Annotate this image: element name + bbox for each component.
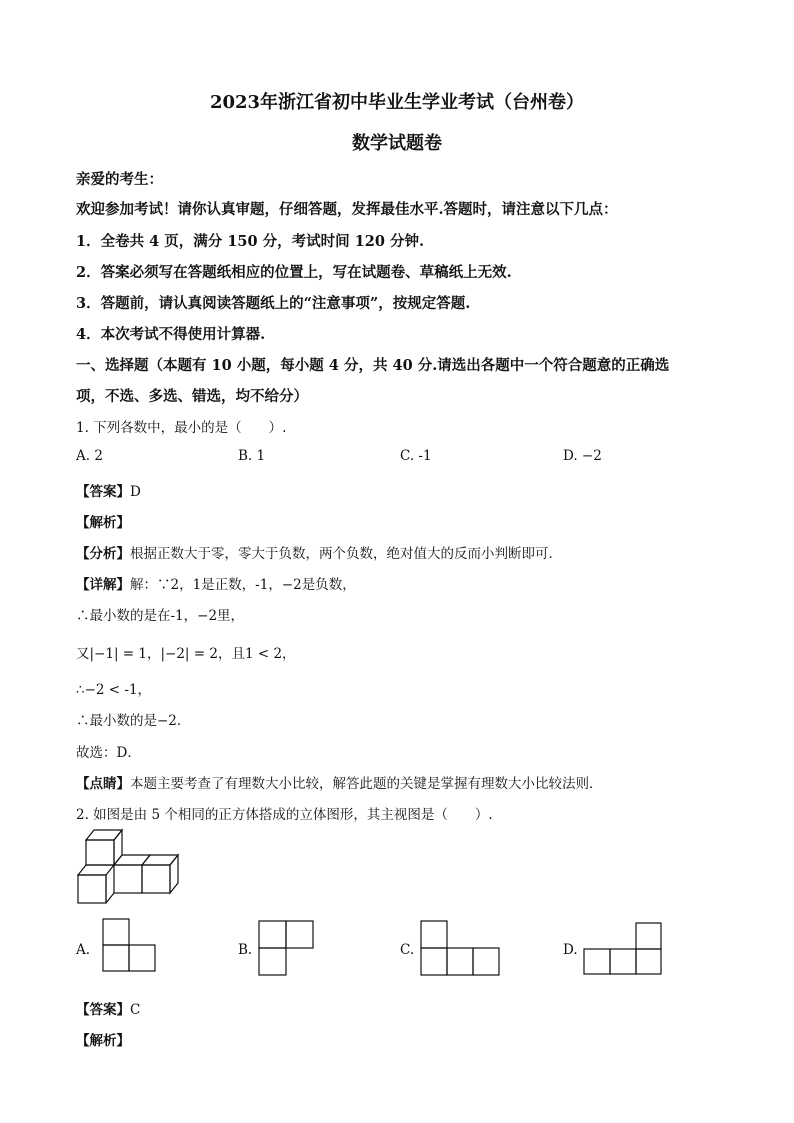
page-title: 2023年浙江省初中毕业生学业考试（台州卷） xyxy=(209,92,585,113)
q1-step-1: ∴最小数的是在-1，−2里， xyxy=(76,608,245,624)
q1-step-3: ∴−2 < -1， xyxy=(76,682,152,698)
q1-fenxi: 根据正数大于零，零大于负数，两个负数，绝对值大的反而小判断即可． xyxy=(130,546,562,562)
q1-fenxi-tag: 【分析】 xyxy=(76,546,130,562)
q1-answer-line xyxy=(76,480,141,500)
q2-analysis-line xyxy=(76,1029,130,1049)
q2-answer-line xyxy=(76,998,140,1018)
q2-answer-tag: 【答案】 xyxy=(76,1002,130,1018)
q2-answer: C xyxy=(130,1002,141,1018)
q2-option-d-figure xyxy=(583,922,663,976)
q1-stem: 1. 下列各数中，最小的是（ ）. xyxy=(76,420,287,436)
q2-option-c-figure xyxy=(420,920,502,976)
q1-dianjing-tag: 【点睛】 xyxy=(76,776,130,792)
q1-step-4: ∴最小数的是−2． xyxy=(76,713,191,729)
q1-step-5: 故选：D． xyxy=(76,745,141,761)
q2-option-d-label: D. xyxy=(563,942,578,958)
section-heading-line2: 项，不选、多选、错选，均不给分） xyxy=(76,388,308,405)
greeting: 亲爱的考生： xyxy=(76,171,163,188)
q1-analysis-tag: 【解析】 xyxy=(76,515,130,531)
q2-stem: 2. 如图是由 5 个相同的正方体搭成的立体图形，其主视图是（ ）. xyxy=(76,807,493,823)
q1-dianjing: 本题主要考查了有理数大小比较，解答此题的关键是掌握有理数大小比较法则． xyxy=(130,776,603,792)
q1-fenxi-line xyxy=(76,542,562,562)
note-3: 3．答题前，请认真阅读答题纸上的“注意事项”，按规定答题. xyxy=(76,295,471,312)
q2-analysis-tag: 【解析】 xyxy=(76,1033,130,1049)
q2-option-a-figure xyxy=(102,918,156,972)
q1-xiangjie: 解：∵2，1是正数，-1，−2是负数， xyxy=(130,577,356,593)
q1-dianjing-line xyxy=(76,772,603,792)
q1-step-2: 又|−1| = 1，|−2| = 2，且1 < 2， xyxy=(76,646,296,662)
q1-xiangjie-tag: 【详解】 xyxy=(76,577,130,593)
q1-answer-tag: 【答案】 xyxy=(76,484,130,500)
page-subtitle: 数学试题卷 xyxy=(352,133,442,154)
note-1: 1．全卷共 4 页，满分 150 分，考试时间 120 分钟. xyxy=(76,233,425,250)
q1-analysis-line xyxy=(76,511,130,531)
q2-option-a-label: A. xyxy=(76,942,91,958)
q1-option-c: C. -1 xyxy=(400,448,432,464)
q2-option-b-label: B. xyxy=(238,942,253,958)
q1-answer: D xyxy=(130,484,141,500)
q2-option-b-figure xyxy=(258,920,314,976)
q2-cube-figure xyxy=(76,828,186,908)
q1-option-b: B. 1 xyxy=(238,448,266,464)
q2-option-c-label: C. xyxy=(400,942,415,958)
note-4: 4．本次考试不得使用计算器. xyxy=(76,326,266,343)
welcome-text: 欢迎参加考试！请你认真审题，仔细答题，发挥最佳水平.答题时，请注意以下几点： xyxy=(76,201,618,218)
q1-xiangjie-line xyxy=(76,573,356,593)
q1-option-a: A. 2 xyxy=(76,448,103,464)
note-2: 2．答案必须写在答题纸相应的位置上，写在试题卷、草稿纸上无效. xyxy=(76,264,512,281)
section-heading-line1: 一、选择题（本题有 10 小题，每小题 4 分，共 40 分.请选出各题中一个符合题意的正确选 xyxy=(76,357,670,374)
q1-option-d: D. −2 xyxy=(563,448,602,464)
